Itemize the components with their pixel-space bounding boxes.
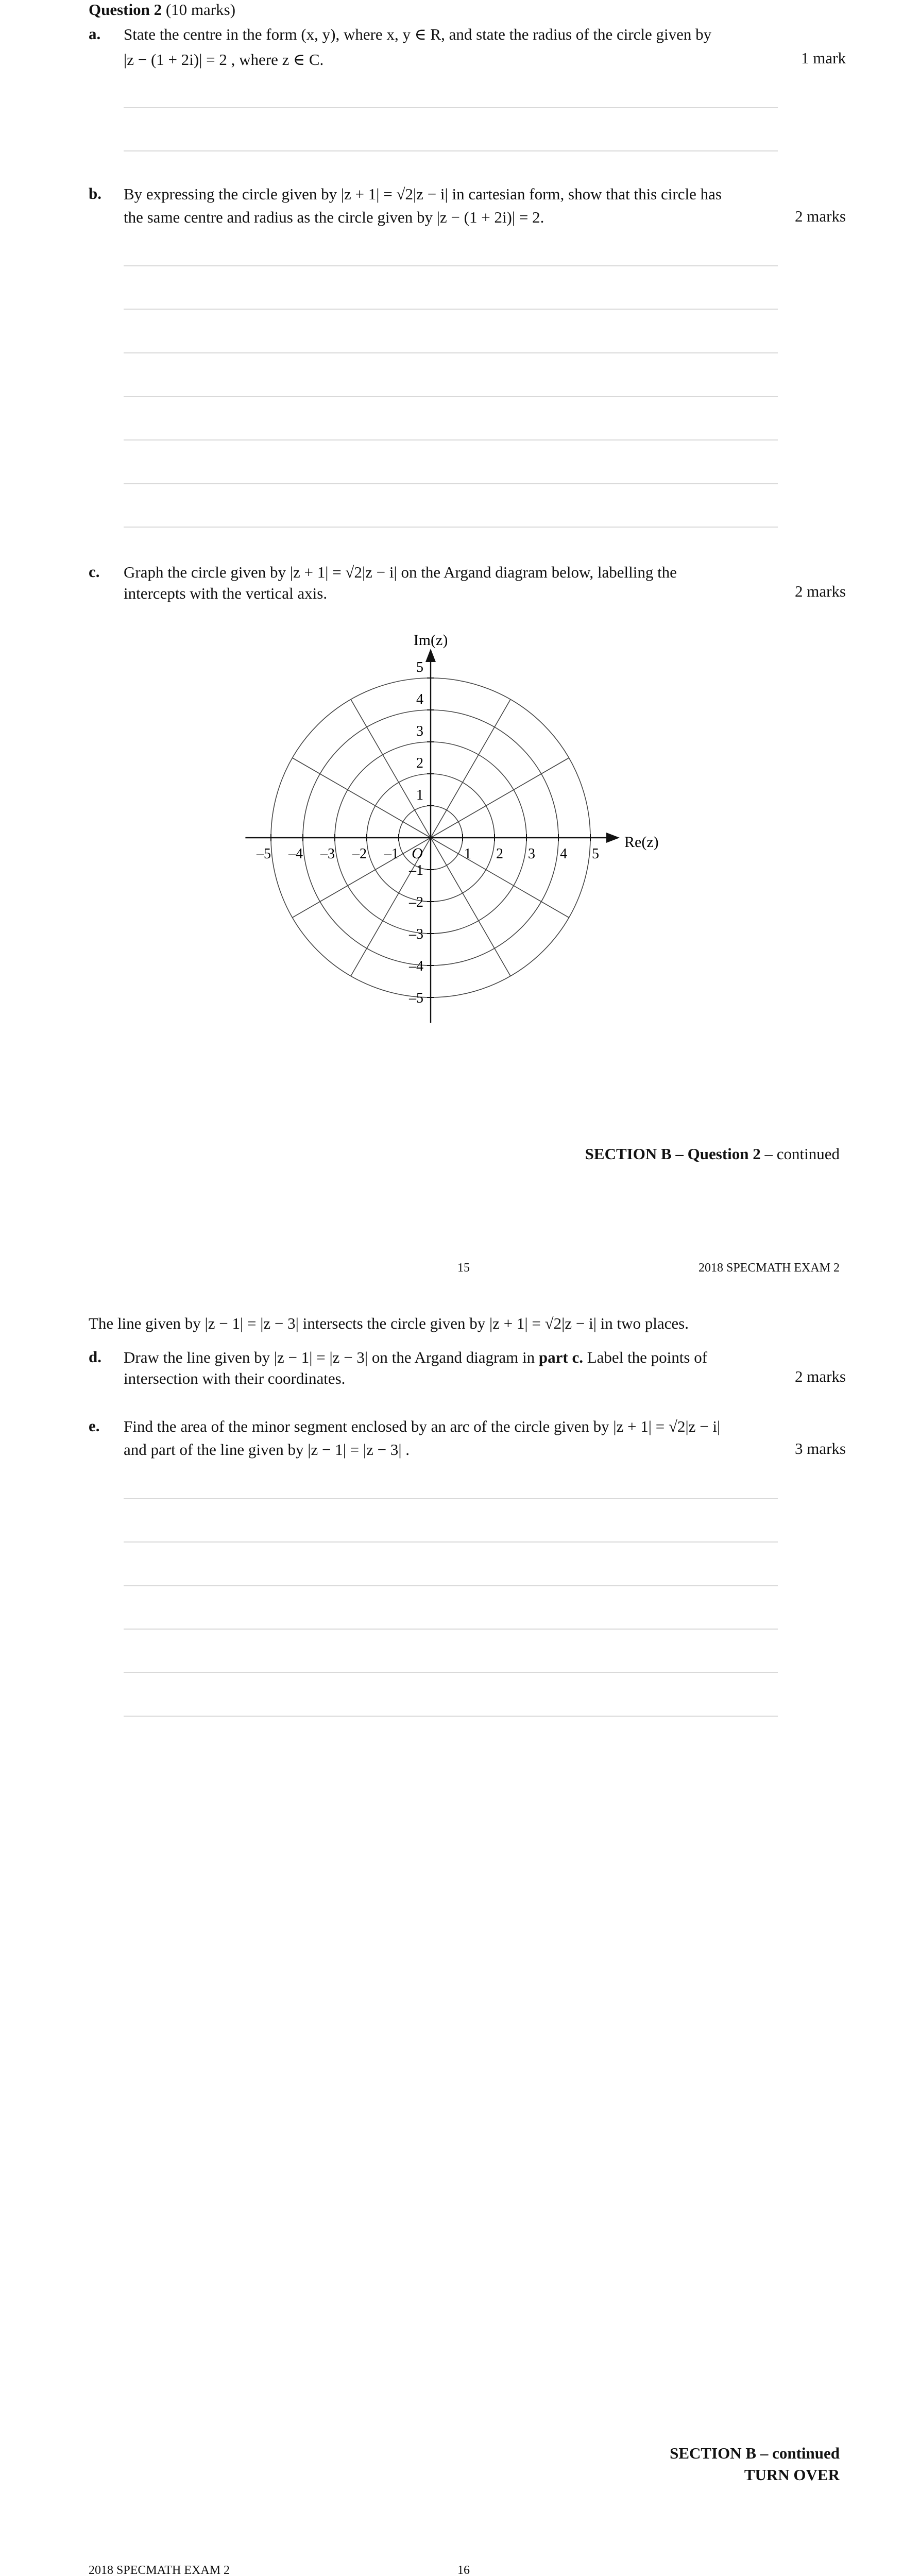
x-axis-label: Re(z) [624,834,659,851]
answer-line[interactable] [124,439,778,440]
answer-line[interactable] [124,527,778,528]
part-d-line1-b: Label the points of [583,1348,708,1366]
part-e-line1: Find the area of the minor segment enclosed by an arc of the circle given by |z + 1| = √2|z − i| [124,1417,721,1435]
part-a-label: a. [89,25,101,43]
answer-line[interactable] [124,1716,778,1717]
part-a-line2: |z − (1 + 2i)| = 2 , where z ∈ C. [124,50,324,69]
grid-radial-line [431,758,569,838]
x-tick-label: –1 [384,846,399,862]
part-c-marks: 2 marks [794,582,846,600]
real-axis-arrow [606,833,620,843]
answer-line[interactable] [124,396,778,397]
grid-radial-line [431,700,510,838]
part-d-line1 [124,1347,793,1368]
footer-left: 2018 SPECMATH EXAM 2 [89,2564,230,2576]
part-d-marks: 2 marks [794,1367,846,1385]
x-tick-label: 5 [592,846,599,862]
part-e-label: e. [89,1417,100,1435]
x-tick-label: 2 [496,846,503,862]
answer-line[interactable] [124,107,778,108]
x-tick-label: –4 [288,846,303,862]
answer-line[interactable] [124,309,778,310]
part-a-line1: State the centre in the form (x, y), where x, y ∈ R, and state the radius of the circle given by [124,25,712,43]
y-tick-label: –4 [409,958,423,974]
axes [245,649,620,1023]
y-axis-label: Im(z) [413,632,448,649]
part-b-label: b. [89,184,101,202]
part-b-line1: By expressing the circle given by |z + 1| = √2|z − i| in cartesian form, show that this circle has [124,185,722,203]
part-d-label: d. [89,1348,101,1366]
answer-line[interactable] [124,1585,778,1586]
footer-turn-over: TURN OVER [744,2466,840,2484]
part-e-line2: and part of the line given by |z − 1| = |z − 3| . [124,1440,410,1459]
grid-radial-line [293,758,431,838]
x-tick-label: 3 [528,846,535,862]
imaginary-axis-arrow [425,649,436,662]
y-tick-label: 4 [416,691,423,707]
question-marks: (10 marks) [165,1,236,19]
part-b-marks: 2 marks [794,207,846,225]
x-tick-label: 4 [560,846,567,862]
answer-line[interactable] [124,150,778,151]
question-title: Question 2 [89,1,162,19]
y-tick-label: –5 [409,990,423,1006]
answer-line[interactable] [124,1498,778,1499]
answer-line[interactable] [124,1541,778,1543]
continued-tail: – continued [760,1145,840,1163]
y-tick-label: 1 [416,787,423,803]
y-tick-label: –1 [409,862,423,878]
x-tick-label: –5 [257,846,271,862]
part-d-line1-a: Draw the line given by |z − 1| = |z − 3| on the Argand diagram in [124,1348,539,1366]
question-heading [89,0,235,20]
x-tick-label: –2 [352,846,367,862]
part-c-label: c. [89,563,100,581]
part-e-marks: 3 marks [794,1439,846,1458]
y-tick-label: 2 [416,755,423,771]
part-d-part-ref: part c. [538,1348,583,1366]
y-tick-label: 5 [416,659,423,675]
part-a-marks: 1 mark [801,49,846,67]
page-number-16: 16 [457,2564,470,2576]
running-header: 2018 SPECMATH EXAM 2 [698,1261,840,1275]
x-tick-label: 1 [464,846,471,862]
continued-bold: SECTION B – Question 2 [585,1145,761,1163]
part-c-line1: Graph the circle given by |z + 1| = √2|z − i| on the Argand diagram below, labelling the [124,563,677,581]
answer-line[interactable] [124,1672,778,1673]
y-tick-label: –2 [409,894,423,910]
part-c-line2: intercepts with the vertical axis. [124,584,328,602]
answer-line[interactable] [124,483,778,484]
page2-intro: The line given by |z − 1| = |z − 3| intersects the circle given by |z + 1| = √2|z − i| in two places. [89,1314,689,1332]
y-tick-label: 3 [416,723,423,739]
answer-line[interactable] [124,265,778,266]
page-number-15: 15 [457,1261,470,1275]
answer-line[interactable] [124,352,778,353]
x-tick-label: –3 [320,846,335,862]
argand-diagram[interactable] [227,623,690,1036]
part-b-line2: the same centre and radius as the circle given by |z − (1 + 2i)| = 2. [124,208,544,226]
answer-line[interactable] [124,1629,778,1630]
continued-note [515,1145,840,1163]
y-tick-label: –3 [409,926,423,942]
footer-continued: SECTION B – continued [670,2444,840,2462]
origin-label: O [412,845,423,862]
part-d-line2: intersection with their coordinates. [124,1369,346,1387]
